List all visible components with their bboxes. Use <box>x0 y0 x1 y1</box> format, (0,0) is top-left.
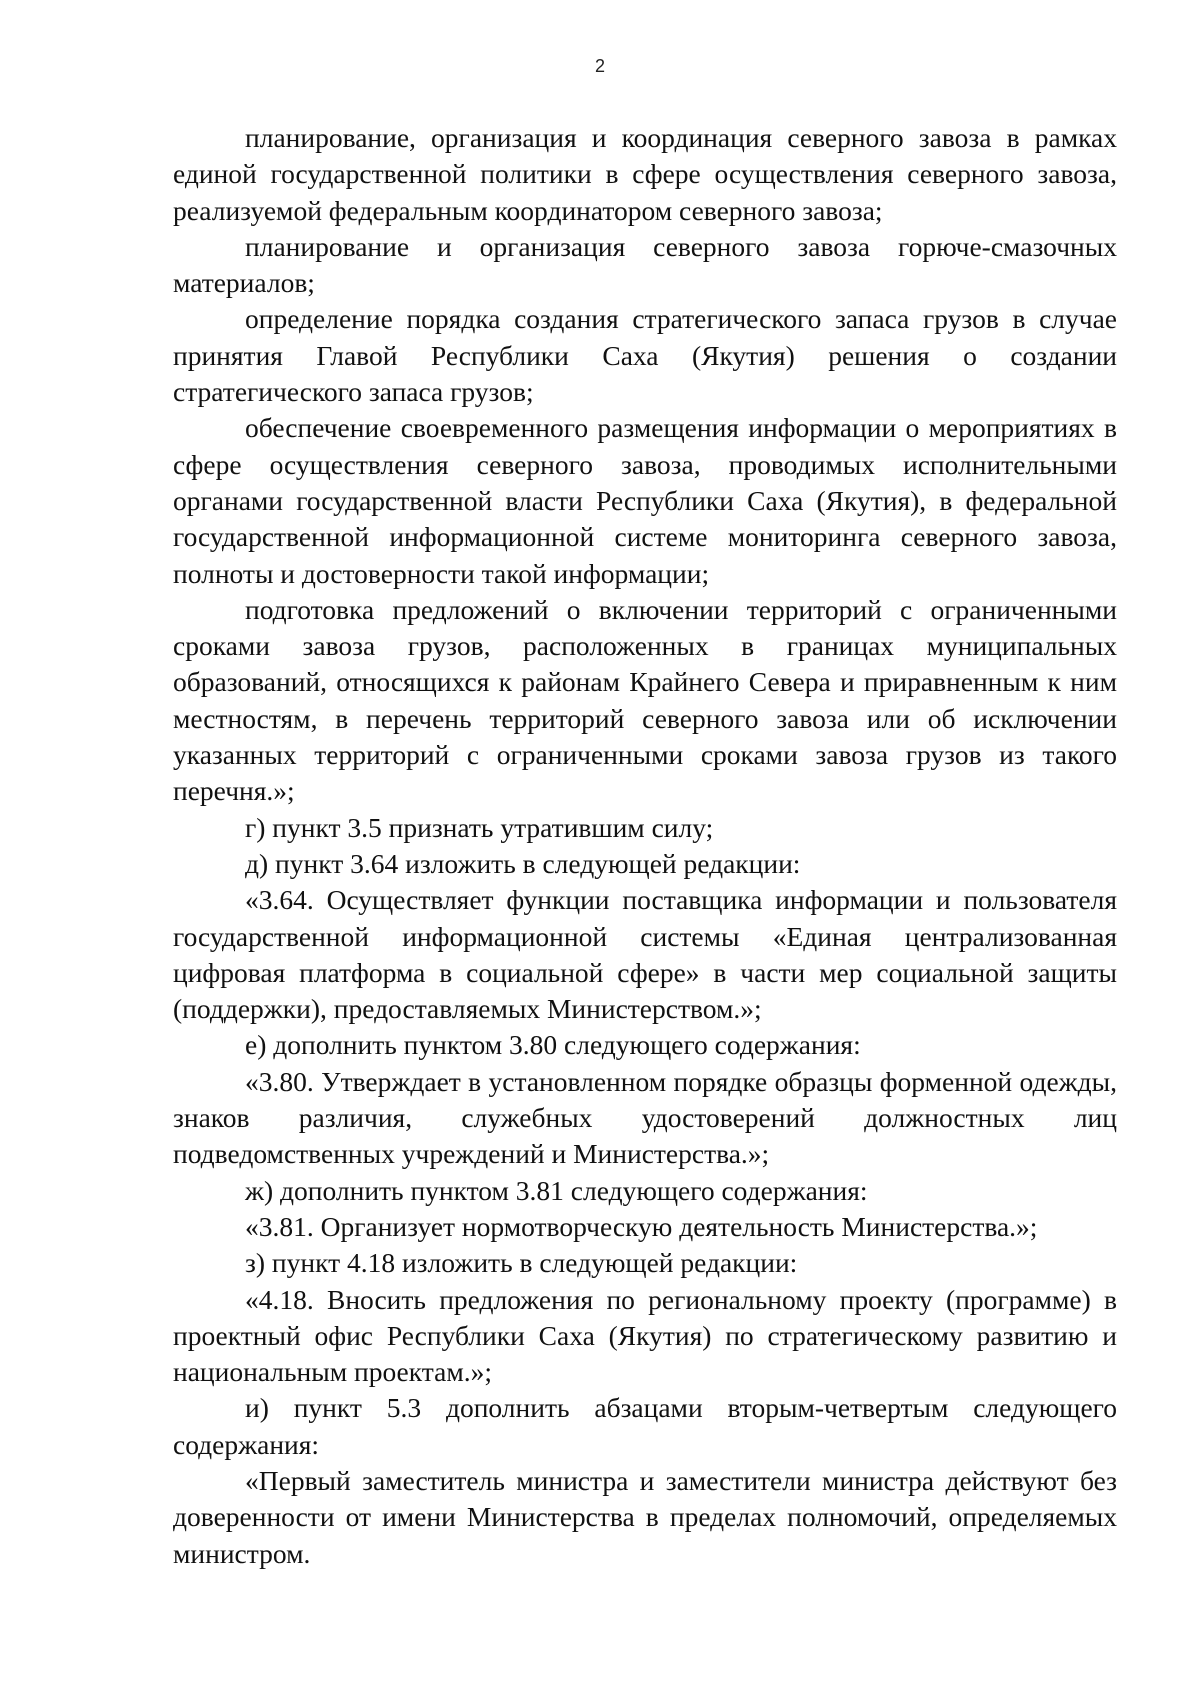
paragraph: з) пункт 4.18 изложить в следующей редакции: <box>245 1247 798 1279</box>
paragraph: подготовка предложений о включении территорий с ограниченными сроками завоза грузов, расположенных в границах муниципальных образований, относящихся к районам Крайнего Севера и приравненным к ним местностям, в перечень территорий северного завоза или об исключении указанных территорий с ограниченными сроками завоза грузов из такого перечня.»; <box>173 593 1117 807</box>
paragraph: г) пункт 3.5 признать утратившим силу; <box>245 811 714 843</box>
paragraph: «3.64. Осуществляет функции поставщика информации и пользователя государственной информационной системы «Единая централизованная цифровая платформа в социальной сфере» в части мер социальной защиты (поддержки), предоставляемых Министерством.»; <box>173 884 1117 1025</box>
page-number: 2 <box>594 56 605 76</box>
document-body <box>173 120 1117 1572</box>
paragraph: «4.18. Вносить предложения по региональному проекту (программе) в проектный офис Республики Саха (Якутия) по стратегическому развитию и национальным проектам.»; <box>173 1283 1117 1388</box>
paragraph: «3.81. Организует нормотворческую деятельность Министерства.»; <box>245 1210 1038 1242</box>
paragraph: определение порядка создания стратегического запаса грузов в случае принятия Главой Республики Саха (Якутия) решения о создании стратегического запаса грузов; <box>173 303 1117 408</box>
paragraph: планирование и организация северного завоза горюче-смазочных материалов; <box>173 230 1117 299</box>
paragraph: «Первый заместитель министра и заместители министра действуют без доверенности от имени Министерства в пределах полномочий, определяемых министром. <box>173 1464 1117 1569</box>
paragraph: д) пункт 3.64 изложить в следующей редакции: <box>245 847 801 879</box>
paragraph: «3.80. Утверждает в установленном порядке образцы форменной одежды, знаков различия, служебных удостоверений должностных лиц подведомственных учреждений и Министерства.»; <box>173 1065 1117 1170</box>
paragraph: е) дополнить пунктом 3.80 следующего содержания: <box>245 1029 861 1061</box>
paragraph: планирование, организация и координация северного завоза в рамках единой государственной политики в сфере осуществления северного завоза, реализуемой федеральным координатором северного завоза; <box>173 122 1117 226</box>
paragraph: обеспечение своевременного размещения информации о мероприятиях в сфере осуществления северного завоза, проводимых исполнительными органами государственной власти Республики Саха (Якутия), в федеральной государственной информационной системе мониторинга северного завоза, полноты и достоверности такой информации; <box>173 412 1117 589</box>
paragraph: ж) дополнить пунктом 3.81 следующего содержания: <box>245 1174 868 1206</box>
paragraph: и) пункт 5.3 дополнить абзацами вторым-четвертым следующего содержания: <box>173 1392 1117 1460</box>
